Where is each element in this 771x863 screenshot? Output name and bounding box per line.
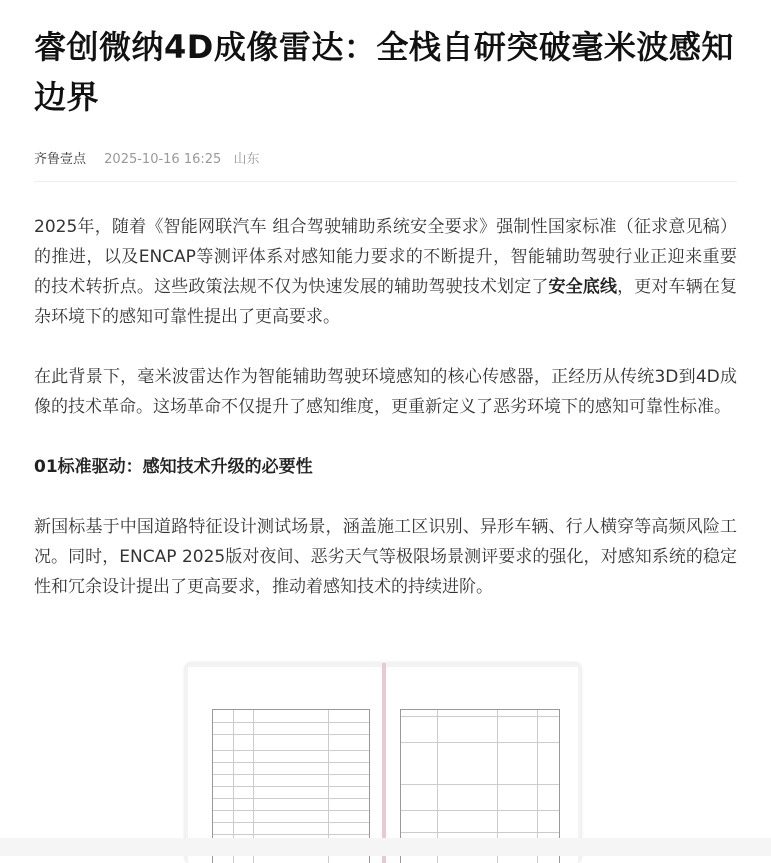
article-source[interactable]: 齐鲁壹点: [34, 152, 87, 167]
section-heading: 01标准驱动：感知技术升级的必要性: [34, 457, 313, 477]
article-image-standard-document[interactable]: [185, 663, 581, 863]
paragraph-2: 在此背景下，毫米波雷达作为智能辅助驾驶环境感知的核心传感器，正经历从传统3D到4D成像的技术革命。这场革命不仅提升了感知维度，更重新定义了恶劣环境下的感知可靠性标准。: [34, 367, 737, 417]
article-datetime: 2025-10-16 16:25: [104, 152, 222, 167]
article-meta: [34, 150, 737, 170]
paragraph-1: [34, 212, 737, 332]
paragraph-1-text: 2025年，随着《智能网联汽车 组合驾驶辅助系统安全要求》强制性国家标准（征求意见稿）的推进，以及ENCAP等测评体系对感知能力要求的不断提升，智能辅助驾驶行业正迎来重要的技术转折点。这些政策法规不仅为快速发展的辅助驾驶技术划定了: [34, 217, 737, 297]
document-page-left: [188, 667, 382, 863]
paragraph-1-bold: 安全底线: [548, 277, 618, 297]
paragraph-1-text-end: ，更对车辆在复杂环境下的感知可靠性提出了更高要求。: [34, 277, 738, 327]
article-location: 山东: [233, 152, 260, 167]
paragraph-3: 新国标基于中国道路特征设计测试场景，涵盖施工区识别、异形车辆、行人横穿等高频风险工况。同时，ENCAP 2025版对夜间、恶劣天气等极限场景测评要求的强化，对感知系统的稳定性和冗余设计提出了更高要求，推动着感知技术的持续进阶。: [34, 517, 737, 597]
divider: [34, 181, 737, 182]
article: [34, 0, 737, 602]
bottom-bar: [0, 838, 771, 856]
document-page-right: [386, 667, 578, 863]
article-title: 睿创微纳4D成像雷达：全栈自研突破毫米波感知边界: [34, 28, 734, 116]
